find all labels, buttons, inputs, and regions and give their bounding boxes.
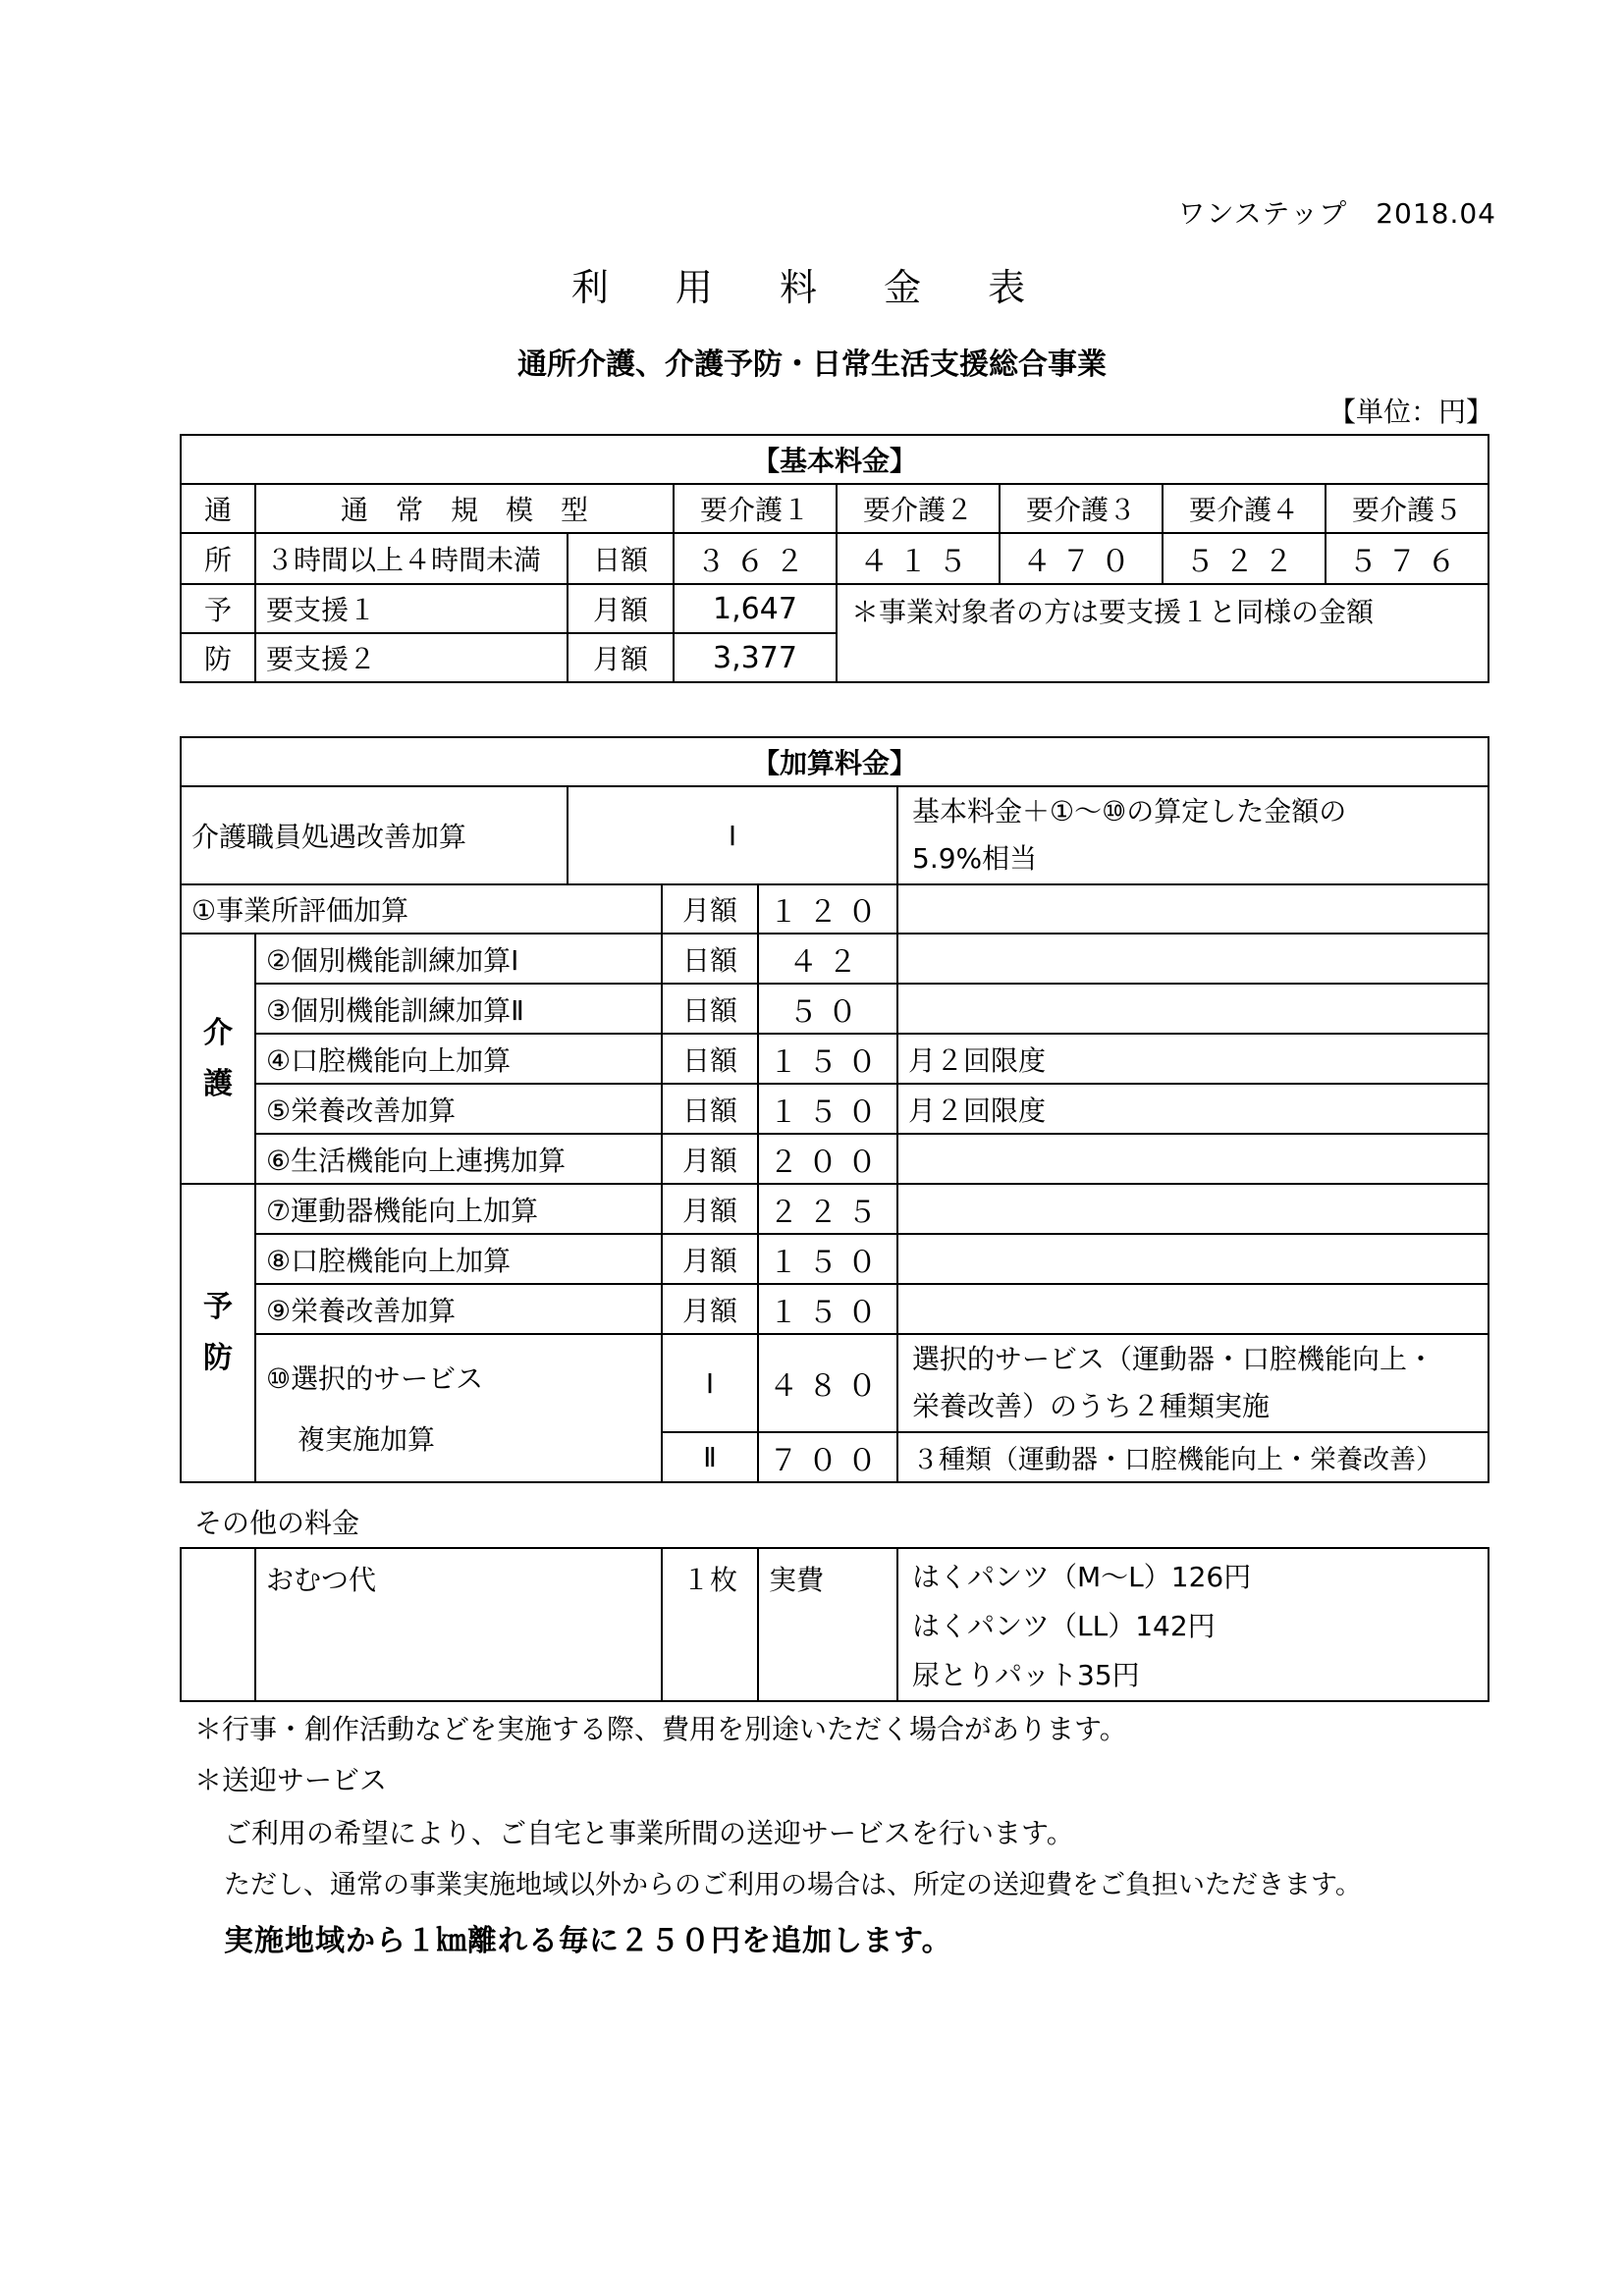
fee-unit: 月額 [662,1284,758,1334]
support-unit: 月額 [568,633,674,682]
fee-unit: 日額 [662,984,758,1034]
transport-title: ＊送迎サービス [194,1764,388,1796]
issuer-date: ワンステップ 2018.04 [1177,197,1496,230]
day-value: ３６２ [674,533,837,584]
other-basis: 実費 [758,1548,897,1701]
support-value: 1,647 [674,584,837,633]
other-fee-heading: その他の料金 [194,1507,360,1539]
day-unit: 日額 [568,533,674,584]
price-line: はくパンツ（M～L）126円 [912,1561,1252,1593]
other-blank-cell [181,1548,255,1701]
care-row-label: ③個別機能訓練加算Ⅱ [255,984,662,1034]
fee-value: １５０ [758,1234,897,1284]
scale-label: 通 常 規 模 型 [255,484,674,533]
support-note: ＊事業対象者の方は要支援１と同様の金額 [837,584,1489,682]
care-group-char: 護 [203,1066,233,1101]
level-header: 要介護４ [1163,484,1326,533]
group-yobo-char-2: 防 [181,633,255,682]
basic-fee-table [180,434,1489,683]
care-group-label [181,934,255,1184]
other-unit: １枚 [662,1548,758,1701]
unit-label: 【単位：円】 [1327,396,1493,428]
price-line: 尿とりパット35円 [912,1659,1140,1691]
fee-value: ４２ [758,934,897,984]
fee-unit: 月額 [662,884,758,934]
support-unit: 月額 [568,584,674,633]
selective-label-line: ⑩選択的サービス [266,1362,484,1395]
time-label: ３時間以上４時間未満 [255,533,568,584]
fee-value: １５０ [758,1034,897,1084]
fee-unit: 日額 [662,1034,758,1084]
fee-note: 月２回限度 [897,1084,1489,1134]
day-value: ４７０ [1000,533,1163,584]
additional-fee-heading: 【加算料金】 [181,737,1489,786]
selective-label-line: 複実施加算 [298,1423,436,1456]
fee-note [897,1134,1489,1184]
selective-grade: Ⅱ [662,1432,758,1482]
additional-fee-table [180,736,1489,1483]
selective-grade: Ⅰ [662,1334,758,1432]
improvement-note [897,786,1489,884]
fee-value: ２００ [758,1134,897,1184]
support-label: 要支援２ [255,633,568,682]
care-row-label: ④口腔機能向上加算 [255,1034,662,1084]
care-row-label: ②個別機能訓練加算Ⅰ [255,934,662,984]
selective-note: ３種類（運動器・口腔機能向上・栄養改善） [897,1432,1489,1482]
prevention-row-label: ⑦運動器機能向上加算 [255,1184,662,1234]
fee-value: １５０ [758,1084,897,1134]
prevention-row-label: ⑧口腔機能向上加算 [255,1234,662,1284]
fee-note [897,1284,1489,1334]
fee-unit: 日額 [662,1084,758,1134]
care-row-label: ⑥生活機能向上連携加算 [255,1134,662,1184]
fee-note [897,884,1489,934]
transport-line: ご利用の希望により、ご自宅と事業所間の送迎サービスを行います。 [224,1817,1074,1849]
fee-note [897,1184,1489,1234]
improvement-note-line: 5.9%相当 [912,842,1038,875]
level-header: 要介護３ [1000,484,1163,533]
level-header: 要介護２ [837,484,1000,533]
group-tsusho-char-1: 通 [181,484,255,533]
improvement-grade: Ⅰ [568,786,897,884]
fee-note [897,1234,1489,1284]
other-fee-table [180,1547,1489,1702]
events-note: ＊行事・創作活動などを実施する際、費用を別途いただく場合があります。 [194,1713,1127,1745]
fee-value: ５０ [758,984,897,1034]
prevention-group-char: 防 [203,1341,233,1375]
selective-note [897,1334,1489,1432]
prevention-row-label: ⑨栄養改善加算 [255,1284,662,1334]
office-eval-label: ①事業所評価加算 [181,884,662,934]
fee-unit: 月額 [662,1184,758,1234]
care-group-char: 介 [203,1015,233,1050]
prevention-group-char: 予 [203,1290,233,1324]
price-line: はくパンツ（LL）142円 [912,1610,1216,1642]
fee-unit: 日額 [662,934,758,984]
day-value: ５７６ [1326,533,1489,584]
fee-value: ２２５ [758,1184,897,1234]
fee-unit: 月額 [662,1134,758,1184]
care-row-label: ⑤栄養改善加算 [255,1084,662,1134]
fee-value: １５０ [758,1284,897,1334]
selective-label [255,1334,662,1482]
fee-note: 月２回限度 [897,1034,1489,1084]
support-label: 要支援１ [255,584,568,633]
improvement-label: 介護職員処遇改善加算 [181,786,568,884]
fee-value: ７００ [758,1432,897,1482]
selective-note-line: 選択的サービス（運動器・口腔機能向上・ [912,1343,1435,1375]
transport-fee: 実施地域から１㎞離れる毎に２５０円を追加します。 [224,1924,952,1958]
fee-note [897,934,1489,984]
fee-note [897,984,1489,1034]
basic-fee-heading: 【基本料金】 [181,435,1489,484]
improvement-note-line: 基本料金＋①～⑩の算定した金額の [912,795,1347,828]
other-item: おむつ代 [255,1548,662,1701]
page-title: 利 用 料 金 表 [570,266,1054,309]
page-subtitle: 通所介護、介護予防・日常生活支援総合事業 [517,347,1107,382]
day-value: ５２２ [1163,533,1326,584]
support-value: 3,377 [674,633,837,682]
prevention-group-label [181,1184,255,1482]
fee-unit: 月額 [662,1234,758,1284]
fee-value: １２０ [758,884,897,934]
group-yobo-char-1: 予 [181,584,255,633]
selective-note-line: 栄養改善）のうち２種類実施 [912,1390,1271,1422]
transport-line: ただし、通常の事業実施地域以外からのご利用の場合は、所定の送迎費をご負担いただきます。 [224,1870,1362,1900]
group-tsusho-char-2: 所 [181,533,255,584]
fee-value: ４８０ [758,1334,897,1432]
other-prices [897,1548,1489,1701]
level-header: 要介護１ [674,484,837,533]
day-value: ４１５ [837,533,1000,584]
level-header: 要介護５ [1326,484,1489,533]
